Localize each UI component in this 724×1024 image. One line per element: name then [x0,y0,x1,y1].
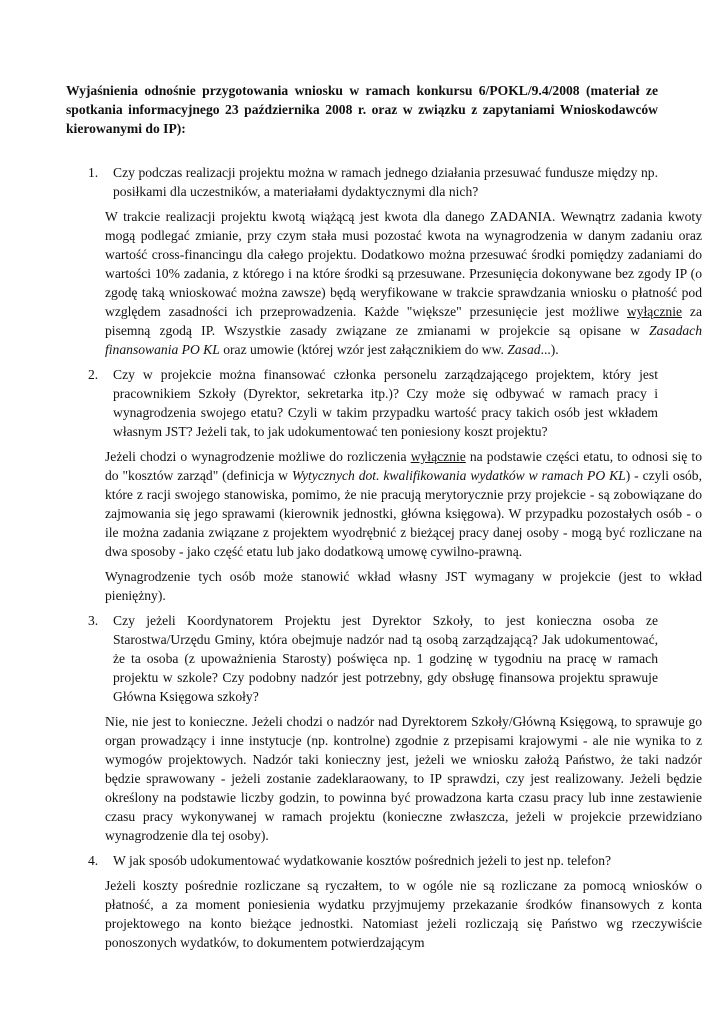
answer-text: ) - czyli osób, które z racji swojego stanowiska, pomimo, że nie pracują merytorycznie przy projekcie - są zobowiązane do zajmowania się jego sprawami (kierownik jednostki, główna księgowa). W przypadku pozostałych osób - o ile można zadania związane z projektem wyodrębnić z bieżącej pracy danej osoby - mogą być rozliczane na dwa sposoby - jako część etatu lub jako dodatkową umowę cywilno-prawną. [105,468,702,559]
answer-italic-text: Zasadach finansowania PO KL [105,323,702,357]
answer-italic-text: Zasad [507,342,541,357]
answer-paragraph [105,447,702,561]
item-number: 2. [88,367,99,382]
question-text: Czy podczas realizacji projektu można w ramach jednego działania przesuwać fundusze między np. posiłkami dla uczestników, a materiałami dydaktycznymi dla nich? [113,165,658,199]
qa-list [66,163,703,958]
answer-text: Jeżeli chodzi o wynagrodzenie możliwe do rozliczenia [105,449,411,464]
answer-paragraph [105,207,702,359]
answer-underlined-text: wyłącznie [626,304,683,319]
qa-item-2 [66,365,703,605]
answer-paragraph: Jeżeli koszty pośrednie rozliczane są ryczałtem, to w ogóle nie są rozliczane za pomocą wniosków o płatność, a za moment poniesienia wydatku przyjmujemy przekazanie środków finansowych z konta projektowego na konto bieżące jednostki. Natomiast jeżeli rozliczają się Państwo wg rzeczywiście ponoszonych wydatków, to dokumentem potwierdzającym [105,878,702,950]
answer-paragraph: Nie, nie jest to konieczne. Jeżeli chodzi o nadzór nad Dyrektorem Szkoły/Główną Księgową, to sprawuje go organ prowadzący i inne instytucje (np. kontrolne) zgodnie z przepisami krajowymi - ale nie wynika to z wymogów projektowych. Nadzór taki konieczny jest, jeżeli we wniosku założą Państwo, że taki nadzór będzie sprawowany - jeżeli zostanie zadeklaraowany, to IP sprawdzi, czy jest realizowany. Jeżeli będzie określony na podstawie liczby godzin, to powinna być prowadzona karta czasu pracy lub inne zestawienie czasu pracy wykonywanej w ramach projektu (konieczne zwłaszcza, jeżeli w projekcie przewidziano wynagrodzenie dla tej osoby). [105,714,702,843]
answer-underlined-text: wyłącznie [410,449,466,464]
question-text: Czy w projekcie można finansować członka personelu zarządzającego projektem, który jest pracownikiem Szkoły (Dyrektor, sekretarka itp.)? Czy może się odbywać w ramach pracy i wynagrodzenia swojego etatu? Czyli w takim przypadku wartość pracy takich osób jest wkładem własnym JST? Jeżeli tak, to jak udokumentować ten poniesiony koszt projektu? [113,367,658,439]
answer-text: ...). [540,342,559,357]
item-number: 3. [88,613,99,628]
qa-item-1 [66,163,702,359]
item-number: 4. [88,853,99,868]
answer-text: W trakcie realizacji projektu kwotą wiążącą jest kwota dla danego ZADANIA. Wewnątrz zadania kwoty mogą podlegać zmianie, przy czym stała musi pozostać kwota na wynagrodzenia w danym zadaniu oraz wartość cross-financingu dla całego projektu. Dodatkowo można przesuwać środki pomiędzy zadaniami do wartości 10% zadania, z którego i na które środki są przesuwane. Przesunięcia dokonywane bez zgody IP (o zgodę taką wnioskować można zawsze) będą weryfikowane w trakcie sprawdzania wniosku o płatność pod względem zasadności ich przeprowadzenia. Każde "większe" przesunięcie jest możliwe [105,209,702,319]
answer-italic-text: Wytycznych dot. kwalifikowania wydatków w ramach PO KL [291,468,626,483]
question-text: W jak sposób udokumentować wydatkowanie kosztów pośrednich jeżeli to jest np. telefon? [113,853,612,868]
answer-text: oraz umowie (której wzór jest załącznikiem do ww. [219,342,508,357]
answer-text: za pisemną zgodą IP. Wszystkie zasady związane ze zmianami w projekcie są opisane w [105,304,702,338]
qa-item-4 [66,851,702,952]
answer-text: na podstawie części etatu, to odnosi się to do "kosztów zarząd" (definicja w [105,449,703,483]
answer-paragraph: Wynagrodzenie tych osób może stanowić wkład własny JST wymagany w projekcie (jest to wkład pieniężny). [105,569,702,603]
item-number: 1. [88,165,99,180]
question-text: Czy jeżeli Koordynatorem Projektu jest Dyrektor Szkoły, to jest konieczna osoba ze Starostwa/Urzędu Gminy, która obejmuje nadzór nad tą osobą zarządzającą? Jak udokumentować, że ta osoba (z upoważnienia Starosty) poświęca np. 1 godzinę w tygodniu na pracę w ramach projektu w szkole? Czy podobny nadzór jest potrzebny, gdy obsługę finansowa projektu sprawuje Główna Księgowa szkoły? [113,613,658,704]
qa-item-3 [66,611,702,845]
document-heading: Wyjaśnienia odnośnie przygotowania wniosku w ramach konkursu 6/POKL/9.4/2008 (materiał ze spotkania informacyjnego 23 października 2008 r. oraz w związku z zapytaniami Wnioskodawców kierowanymi do IP): [66,83,658,136]
